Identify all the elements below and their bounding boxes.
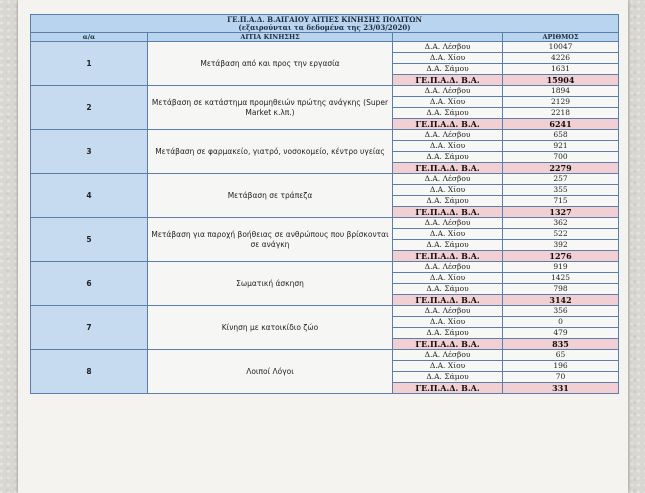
total-count: 15904 [503,75,619,86]
row-index: 8 [31,350,148,394]
region-count: 196 [503,361,619,372]
region-label: Δ.Α. Λέσβου [393,174,503,185]
region-label: Δ.Α. Σάμου [393,152,503,163]
total-count: 331 [503,383,619,394]
region-label: Δ.Α. Σάμου [393,196,503,207]
region-label: Δ.Α. Λέσβου [393,42,503,53]
region-label: Δ.Α. Χίου [393,229,503,240]
total-label: ΓΕ.Π.Α.Δ. Β.Α. [393,383,503,394]
region-label: Δ.Α. Σάμου [393,108,503,119]
region-count: 4226 [503,53,619,64]
region-label: Δ.Α. Σάμου [393,328,503,339]
region-count: 921 [503,141,619,152]
region-label: Δ.Α. Σάμου [393,284,503,295]
row-index: 4 [31,174,148,218]
region-label: Δ.Α. Σάμου [393,240,503,251]
region-count: 70 [503,372,619,383]
region-count: 0 [503,317,619,328]
region-row [31,218,619,229]
region-count: 362 [503,218,619,229]
movement-reason: Μετάβαση σε τράπεζα [148,174,393,218]
region-label: Δ.Α. Χίου [393,361,503,372]
movement-reason: Μετάβαση για παροχή βοήθειας σε ανθρώπους που βρίσκονται σε ανάγκη [148,218,393,262]
region-label: Δ.Α. Χίου [393,273,503,284]
movement-reason: Μετάβαση σε κατάστημα προμηθειών πρώτης ανάγκης (Super Market κ.λπ.) [148,86,393,130]
region-count: 10047 [503,42,619,53]
row-index: 3 [31,130,148,174]
total-count: 1276 [503,251,619,262]
total-label: ΓΕ.Π.Α.Δ. Β.Α. [393,119,503,130]
document-page [18,0,628,493]
region-count: 919 [503,262,619,273]
region-row [31,262,619,273]
total-label: ΓΕ.Π.Α.Δ. Β.Α. [393,75,503,86]
header-reason: ΑΙΤΙΑ ΚΙΝΗΣΗΣ [148,33,393,42]
region-label: Δ.Α. Χίου [393,317,503,328]
movement-reason: Μετάβαση σε φαρμακείο, γιατρό, νοσοκομείο, κέντρο υγείας [148,130,393,174]
region-count: 355 [503,185,619,196]
row-index: 1 [31,42,148,86]
region-count: 2129 [503,97,619,108]
region-row [31,174,619,185]
title-line-2: (εξαιρούνται τα δεδομένα της 23/03/2020) [238,22,411,32]
total-count: 835 [503,339,619,350]
region-count: 658 [503,130,619,141]
region-count: 715 [503,196,619,207]
region-label: Δ.Α. Χίου [393,141,503,152]
table-header-row [31,33,619,42]
row-index: 7 [31,306,148,350]
region-count: 479 [503,328,619,339]
movement-reason: Κίνηση με κατοικίδιο ζώο [148,306,393,350]
region-count: 392 [503,240,619,251]
total-label: ΓΕ.Π.Α.Δ. Β.Α. [393,163,503,174]
region-label: Δ.Α. Λέσβου [393,130,503,141]
row-index: 2 [31,86,148,130]
region-count: 1631 [503,64,619,75]
region-label: Δ.Α. Σάμου [393,64,503,75]
movement-reason: Λοιποί Λόγοι [148,350,393,394]
header-index: α/α [31,33,148,42]
total-count: 1327 [503,207,619,218]
region-label: Δ.Α. Λέσβου [393,218,503,229]
region-count: 356 [503,306,619,317]
region-count: 257 [503,174,619,185]
total-label: ΓΕ.Π.Α.Δ. Β.Α. [393,295,503,306]
total-label: ΓΕ.Π.Α.Δ. Β.Α. [393,207,503,218]
region-label: Δ.Α. Χίου [393,53,503,64]
row-index: 6 [31,262,148,306]
region-count: 1894 [503,86,619,97]
row-index: 5 [31,218,148,262]
region-count: 2218 [503,108,619,119]
region-row [31,86,619,97]
region-count: 1425 [503,273,619,284]
total-label: ΓΕ.Π.Α.Δ. Β.Α. [393,339,503,350]
movement-reasons-table [30,14,619,394]
region-label: Δ.Α. Λέσβου [393,262,503,273]
table-title-row [31,15,619,33]
total-label: ΓΕ.Π.Α.Δ. Β.Α. [393,251,503,262]
total-count: 2279 [503,163,619,174]
table-title [31,15,619,33]
movement-reason: Σωματική άσκηση [148,262,393,306]
region-label: Δ.Α. Λέσβου [393,350,503,361]
region-label: Δ.Α. Σάμου [393,372,503,383]
region-label: Δ.Α. Λέσβου [393,86,503,97]
region-count: 700 [503,152,619,163]
region-count: 65 [503,350,619,361]
region-row [31,350,619,361]
region-count: 522 [503,229,619,240]
header-region [393,33,503,42]
movement-reason: Μετάβαση από και προς την εργασία [148,42,393,86]
total-count: 6241 [503,119,619,130]
region-count: 798 [503,284,619,295]
region-label: Δ.Α. Λέσβου [393,306,503,317]
region-row [31,130,619,141]
region-label: Δ.Α. Χίου [393,185,503,196]
total-count: 3142 [503,295,619,306]
region-row [31,306,619,317]
region-row [31,42,619,53]
title-line-1: ΓΕ.Π.Α.Δ. Β.ΑΙΓΑΙΟΥ ΑΙΤΙΕΣ ΚΙΝΗΣΗΣ ΠΟΛΙΤΩΝ [227,14,422,24]
header-count: ΑΡΙΘΜΟΣ [503,33,619,42]
region-label: Δ.Α. Χίου [393,97,503,108]
